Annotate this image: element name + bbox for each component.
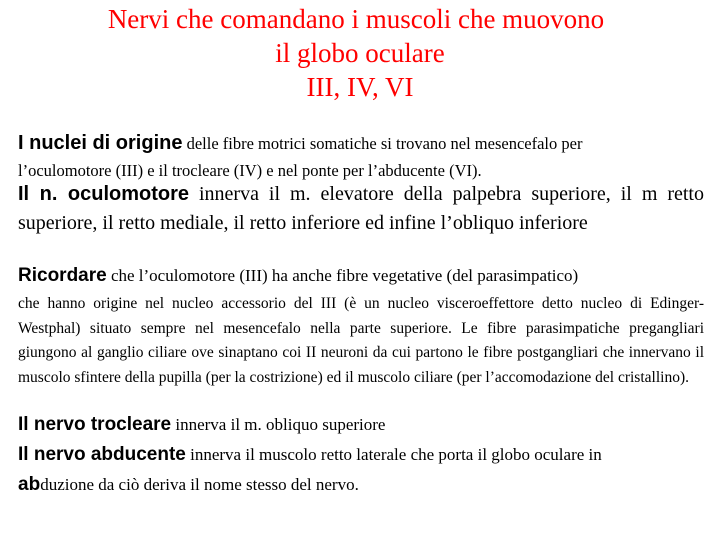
- trocleare-text: innerva il m. obliquo superiore: [171, 415, 386, 434]
- abducente-text: innerva il muscolo retto laterale che porta il globo oculare in: [185, 445, 602, 464]
- abduzione-lead: ab: [18, 474, 41, 495]
- paragraph-abduzione: [18, 470, 704, 500]
- title-line-1: Nervi che comandano i muscoli che muovono: [107, 4, 605, 34]
- paragraph-oculomotore: [18, 180, 704, 238]
- nuclei-text-line1: delle fibre motrici somatiche si trovano nel mesencefalo per: [182, 134, 583, 153]
- abduzione-text: duzione da ciò deriva il nome stesso del nervo.: [40, 475, 359, 494]
- slide-title: [0, 2, 720, 104]
- nuclei-lead: I nuclei di origine: [18, 132, 183, 154]
- paragraph-nucleo-accessorio: [18, 292, 704, 390]
- title-line-3: III, IV, VI: [306, 72, 414, 102]
- paragraph-trocleare: [18, 410, 704, 440]
- ricordare-text: che l’oculomotore (III) ha anche fibre vegetative (del parasimpatico): [106, 266, 579, 285]
- oculomotore-lead: Il n. oculomotore: [18, 183, 190, 205]
- trocleare-lead: Il nervo trocleare: [18, 414, 172, 435]
- ricordare-lead: Ricordare: [18, 265, 107, 286]
- paragraph-nuclei: [18, 126, 704, 180]
- oculomotore-text: innerva il m. elevatore della palpebra superiore, il m retto superiore, il retto mediale, il retto inferiore ed infine l’obliquo inferiore: [18, 183, 704, 234]
- nuclei-text-line2: l’oculomotore (III) e il trocleare (IV) e nel ponte per l’abducente (VI).: [18, 161, 482, 180]
- paragraph-abducente: [18, 440, 704, 470]
- title-line-2: il globo oculare: [275, 38, 445, 68]
- nucleo-accessorio-text: che hanno origine nel nucleo accessorio del III (è un nucleo visceroeffettore detto nucleo di Edinger-Westphal) situato sempre nel mesencefalo nella parte superiore. Le fibre parasimpatiche pregangliari giungono al ganglio ciliare ove sinaptano coi II neuroni da cui partono le fibre postgangliari che innervano il muscolo sfintere della pupilla (per la costrizione) ed il muscolo ciliare (per l’accomodazione del cristallino).: [18, 295, 704, 386]
- paragraph-ricordare: [18, 262, 704, 290]
- abducente-lead: Il nervo abducente: [18, 444, 186, 465]
